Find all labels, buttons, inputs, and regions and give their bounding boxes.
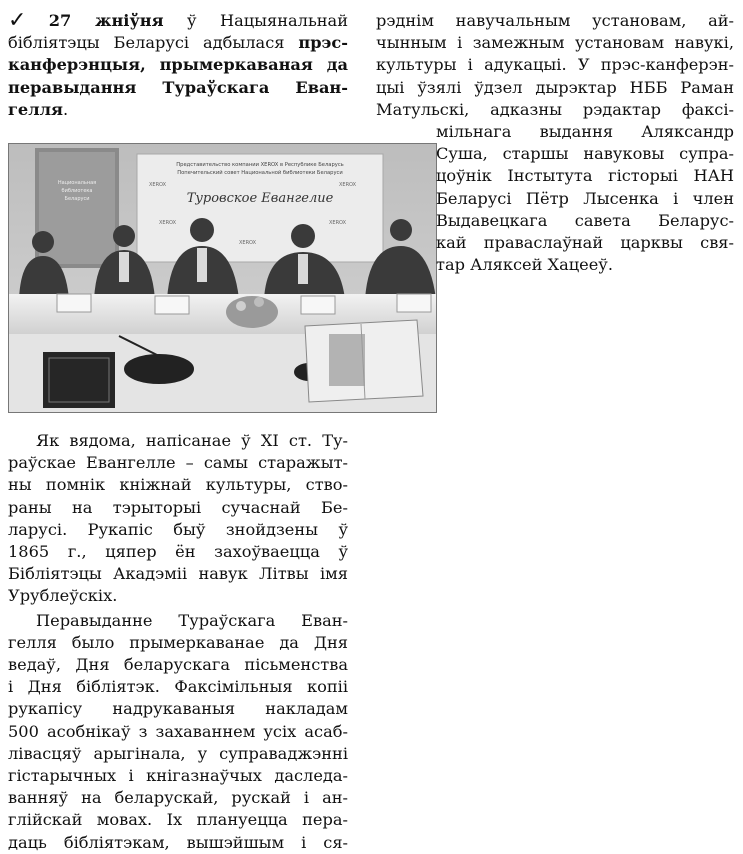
intro-bold: канферэнцыя, прымеркаваная да: [8, 55, 348, 75]
intro-line-2: [8, 32, 348, 54]
intro-bold: перавыдання Тураўскага Еван-: [8, 77, 348, 97]
paragraph-line: мільнага выдання Аляксандр: [436, 122, 734, 142]
banner-title: Туровское Евангелие: [186, 191, 334, 206]
paragraph-line: тар Аляксей Хацееў.: [436, 255, 613, 275]
paragraph-line: Матульскі, адказны рэдактар факсі-: [376, 99, 734, 119]
paragraph-line: Бібліятэцы Акадэміі навук Літвы імя: [8, 564, 348, 584]
intro-text: ў Нацыянальнай: [187, 11, 348, 30]
paragraph-line: гелля было прымеркаванае да Дня: [8, 632, 348, 652]
banner-top-text: Представительство компании XEROX в Республике Беларусь: [176, 162, 344, 168]
paragraph-line: рэднім навучальным установам, ай-: [376, 11, 734, 30]
paragraph-line: 1865 г., цяпер ён захоўваецца ў: [8, 542, 348, 562]
paragraph-line: рукапісу надрукаваныя накладам: [8, 699, 348, 719]
paragraph-line: раўскае Евангелле – самы старажыт-: [8, 453, 348, 473]
paragraph-line: ны помнік кніжнай культуры, ство-: [8, 475, 348, 495]
paragraph-line: і Дня бібліятэк. Факсімільныя копіі: [8, 677, 348, 697]
press-conference-photo: [8, 143, 437, 413]
brand-logo: XEROX: [159, 220, 177, 226]
paragraph-line: культуры і адукацыі. У прэс-канферэн-: [376, 55, 734, 75]
banner-sub-text: Попечительский совет Национальной библиотеки Беларуси: [177, 170, 343, 176]
paragraph-line: даць бібліятэкам, вышэйшым і ся-: [8, 832, 348, 852]
intro-paragraph: [8, 10, 348, 121]
brand-logo: XEROX: [329, 220, 347, 226]
paragraph-line: Выдавецкага савета Беларус-: [436, 210, 734, 230]
intro-line-3: [8, 54, 348, 76]
stand-text: Беларуси: [64, 196, 90, 202]
paragraph-line: чынным і замежным установам навукі,: [376, 33, 734, 53]
paragraph-line: ванняў на беларускай, рускай і ан-: [8, 788, 348, 808]
paragraph-line: ларусі. Рукапіс быў знойдзены ў: [8, 519, 348, 539]
paragraph-line: Як вядома, напісанае ў XI ст. Ту-: [36, 431, 348, 450]
intro-text: .: [63, 99, 69, 119]
checkmark-icon: ✓: [8, 8, 45, 33]
brand-logo: XEROX: [339, 182, 357, 188]
intro-bold: прэс-: [298, 33, 348, 53]
paragraph-line: Перавыданне Тураўскага Еван-: [36, 610, 348, 630]
paragraph-line: глійскай мовах. Іх плануецца пера-: [8, 810, 348, 830]
stand-text: Национальная: [57, 180, 97, 186]
stand-text: библиотека: [61, 188, 93, 194]
paragraph-line: Урублеўскіх.: [8, 586, 118, 606]
paragraph-line: кай праваслаўнай царквы свя-: [436, 233, 734, 253]
intro-bold: гелля: [8, 99, 64, 119]
intro-date: 27 жніўня: [48, 11, 164, 30]
paragraph-line: Суша, старшы навуковы супра-: [436, 144, 734, 164]
brand-logo: XEROX: [149, 182, 167, 188]
article-column-left: [8, 430, 348, 854]
paragraph-line: цыі ўзялі ўдзел дырэктар НББ Раман: [376, 77, 734, 97]
paragraph-line: Беларусі Пётр Лысенка і член: [436, 188, 734, 208]
brand-logo: XEROX: [239, 240, 257, 246]
paragraph-line: 500 асобнікаў з захаваннем усіх асаб-: [8, 721, 348, 741]
article-column-right: [376, 10, 734, 276]
paragraph-line: цоўнік Інстытута гісторыі НАН: [436, 166, 734, 186]
intro-line-1: [8, 10, 348, 32]
intro-line-4: [8, 77, 348, 99]
intro-text: бібліятэцы Беларусі адбылася: [8, 33, 285, 53]
paragraph-line: гістарычных і кнігазнаўчых даследа-: [8, 766, 348, 786]
intro-line-5: [8, 99, 348, 121]
paragraph-line: ведаў, Дня беларускага пісьменства: [8, 655, 348, 675]
paragraph-line: раны на тэрыторыі сучаснай Бе-: [8, 497, 348, 517]
paragraph-line: лівасцяў арыгінала, у суправаджэнні: [8, 743, 348, 763]
